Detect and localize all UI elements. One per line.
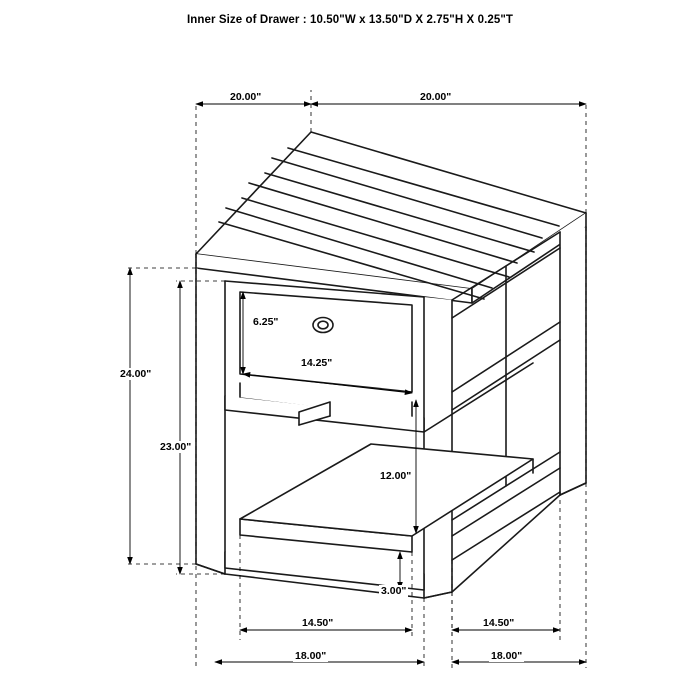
dim-top-left-width: 20.00" bbox=[230, 91, 262, 103]
dim-drawer-width: 14.25" bbox=[301, 357, 333, 369]
dim-bottom-outer-left-width: 18.00" bbox=[295, 650, 327, 662]
dim-leg-to-top-height: 23.00" bbox=[160, 441, 192, 453]
dim-drawer-height: 6.25" bbox=[253, 316, 279, 328]
page-title: Inner Size of Drawer : 10.50"W x 13.50"D X 2.75"H X 0.25"T bbox=[186, 14, 514, 26]
dim-bottom-front-right-width: 14.50" bbox=[483, 617, 515, 629]
dim-bottom-outer-right-width: 18.00" bbox=[491, 650, 523, 662]
dim-shelf-clearance: 12.00" bbox=[380, 470, 412, 482]
dim-top-right-width: 20.00" bbox=[420, 91, 452, 103]
dim-shelf-to-floor: 3.00" bbox=[381, 585, 407, 597]
dim-bottom-front-left-width: 14.50" bbox=[302, 617, 334, 629]
dim-overall-height: 24.00" bbox=[120, 368, 152, 380]
